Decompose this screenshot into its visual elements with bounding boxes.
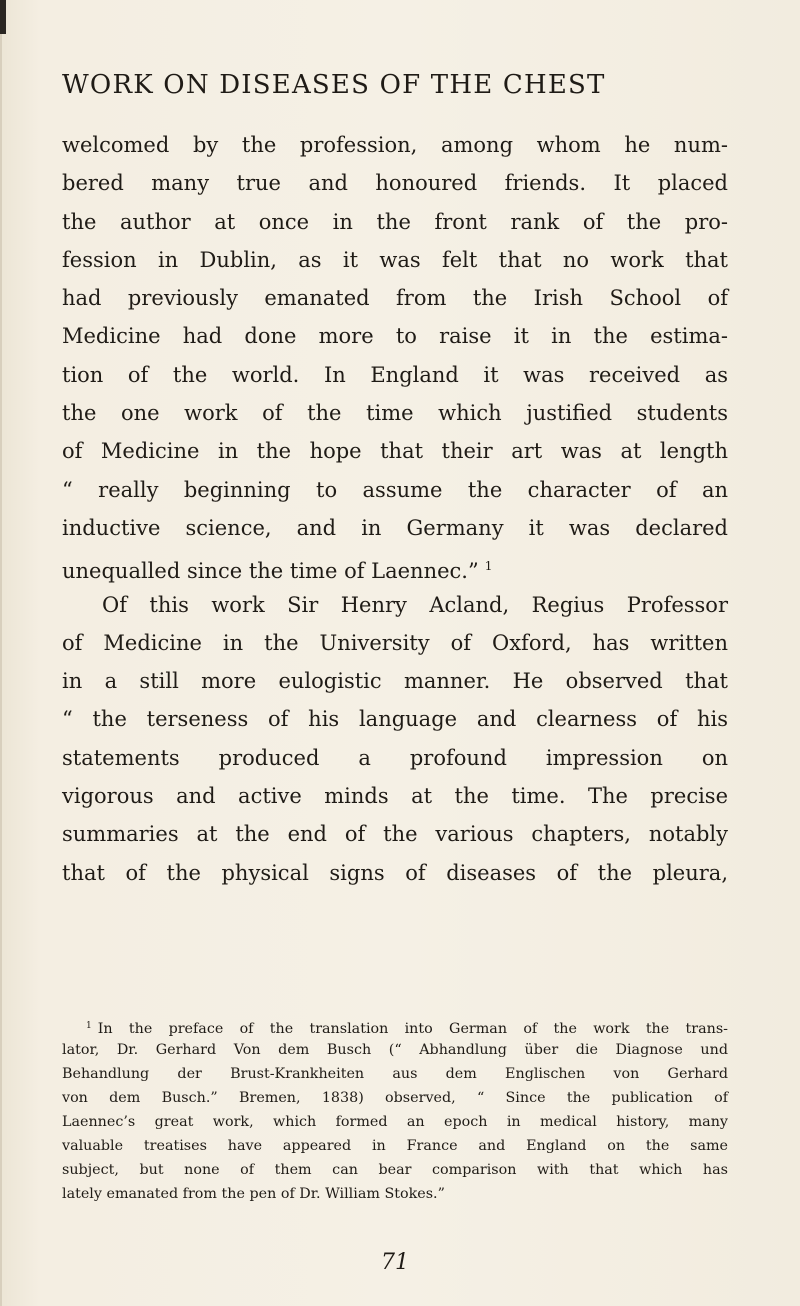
binding-edge-line xyxy=(0,34,2,1306)
text-line: in a still more eulogistic manner. He observed that xyxy=(62,669,728,694)
text-line: Medicine had done more to raise it in the estima- xyxy=(62,324,728,349)
footnote-first-line xyxy=(62,1014,728,1038)
running-header: WORK ON DISEASES OF THE CHEST xyxy=(62,70,606,100)
text-line: the one work of the time which justified students xyxy=(62,401,728,426)
text-line: that of the physical signs of diseases of the pleura, xyxy=(62,860,728,885)
text-line: vigorous and active minds at the time. The precise xyxy=(62,784,728,809)
footnote-line: Behandlung der Brust-Krankheiten aus dem Englischen von Gerhard xyxy=(62,1066,728,1082)
page-number: 71 xyxy=(381,1250,409,1275)
footnote-line: valuable treatises have appeared in France and England on the same xyxy=(62,1138,728,1154)
text-line: fession in Dublin, as it was felt that no work that xyxy=(62,247,728,272)
paragraph-end-line xyxy=(62,547,728,585)
text-line: tion of the world. In England it was received as xyxy=(62,362,728,387)
text-line: bered many true and honoured friends. It placed xyxy=(62,171,728,196)
footnote-line: In the preface of the translation into German of the work the trans- xyxy=(97,1021,728,1037)
text-line: had previously emanated from the Irish School of xyxy=(62,286,728,311)
footnote-marker: 1 xyxy=(86,1021,92,1031)
text-line: of Medicine in the hope that their art was at length xyxy=(62,439,728,464)
text-line: statements produced a profound impression on xyxy=(62,745,728,770)
text-line: of Medicine in the University of Oxford, has written xyxy=(62,630,728,655)
footnote-line: subject, but none of them can bear comparison with that which has xyxy=(62,1162,728,1178)
text-line: unequalled since the time of Laennec.” xyxy=(62,559,479,584)
footnote-line: von dem Busch.” Bremen, 1838) observed, “ Since the publication of xyxy=(62,1090,728,1106)
text-line: Of this work Sir Henry Acland, Regius Professor xyxy=(102,592,728,617)
text-line: “ really beginning to assume the character of an xyxy=(62,477,728,502)
text-line: welcomed by the profession, among whom he num- xyxy=(62,133,728,157)
footnote-line: lately emanated from the pen of Dr. William Stokes.” xyxy=(62,1186,445,1202)
footnote-reference[interactable]: 1 xyxy=(484,559,493,574)
binding-edge-mark xyxy=(0,0,6,34)
footnote-block xyxy=(62,1014,728,1206)
main-text xyxy=(62,126,728,892)
footnote-line: lator, Dr. Gerhard Von dem Busch (“ Abhandlung über die Diagnose und xyxy=(62,1042,728,1058)
text-line: inductive science, and in Germany it was declared xyxy=(62,515,728,540)
text-line: “ the terseness of his language and clearness of his xyxy=(62,707,728,732)
text-line: the author at once in the front rank of the pro- xyxy=(62,209,728,234)
footnote-line: Laennec’s great work, which formed an epoch in medical history, many xyxy=(62,1114,728,1130)
text-line: summaries at the end of the various chapters, notably xyxy=(62,822,728,847)
